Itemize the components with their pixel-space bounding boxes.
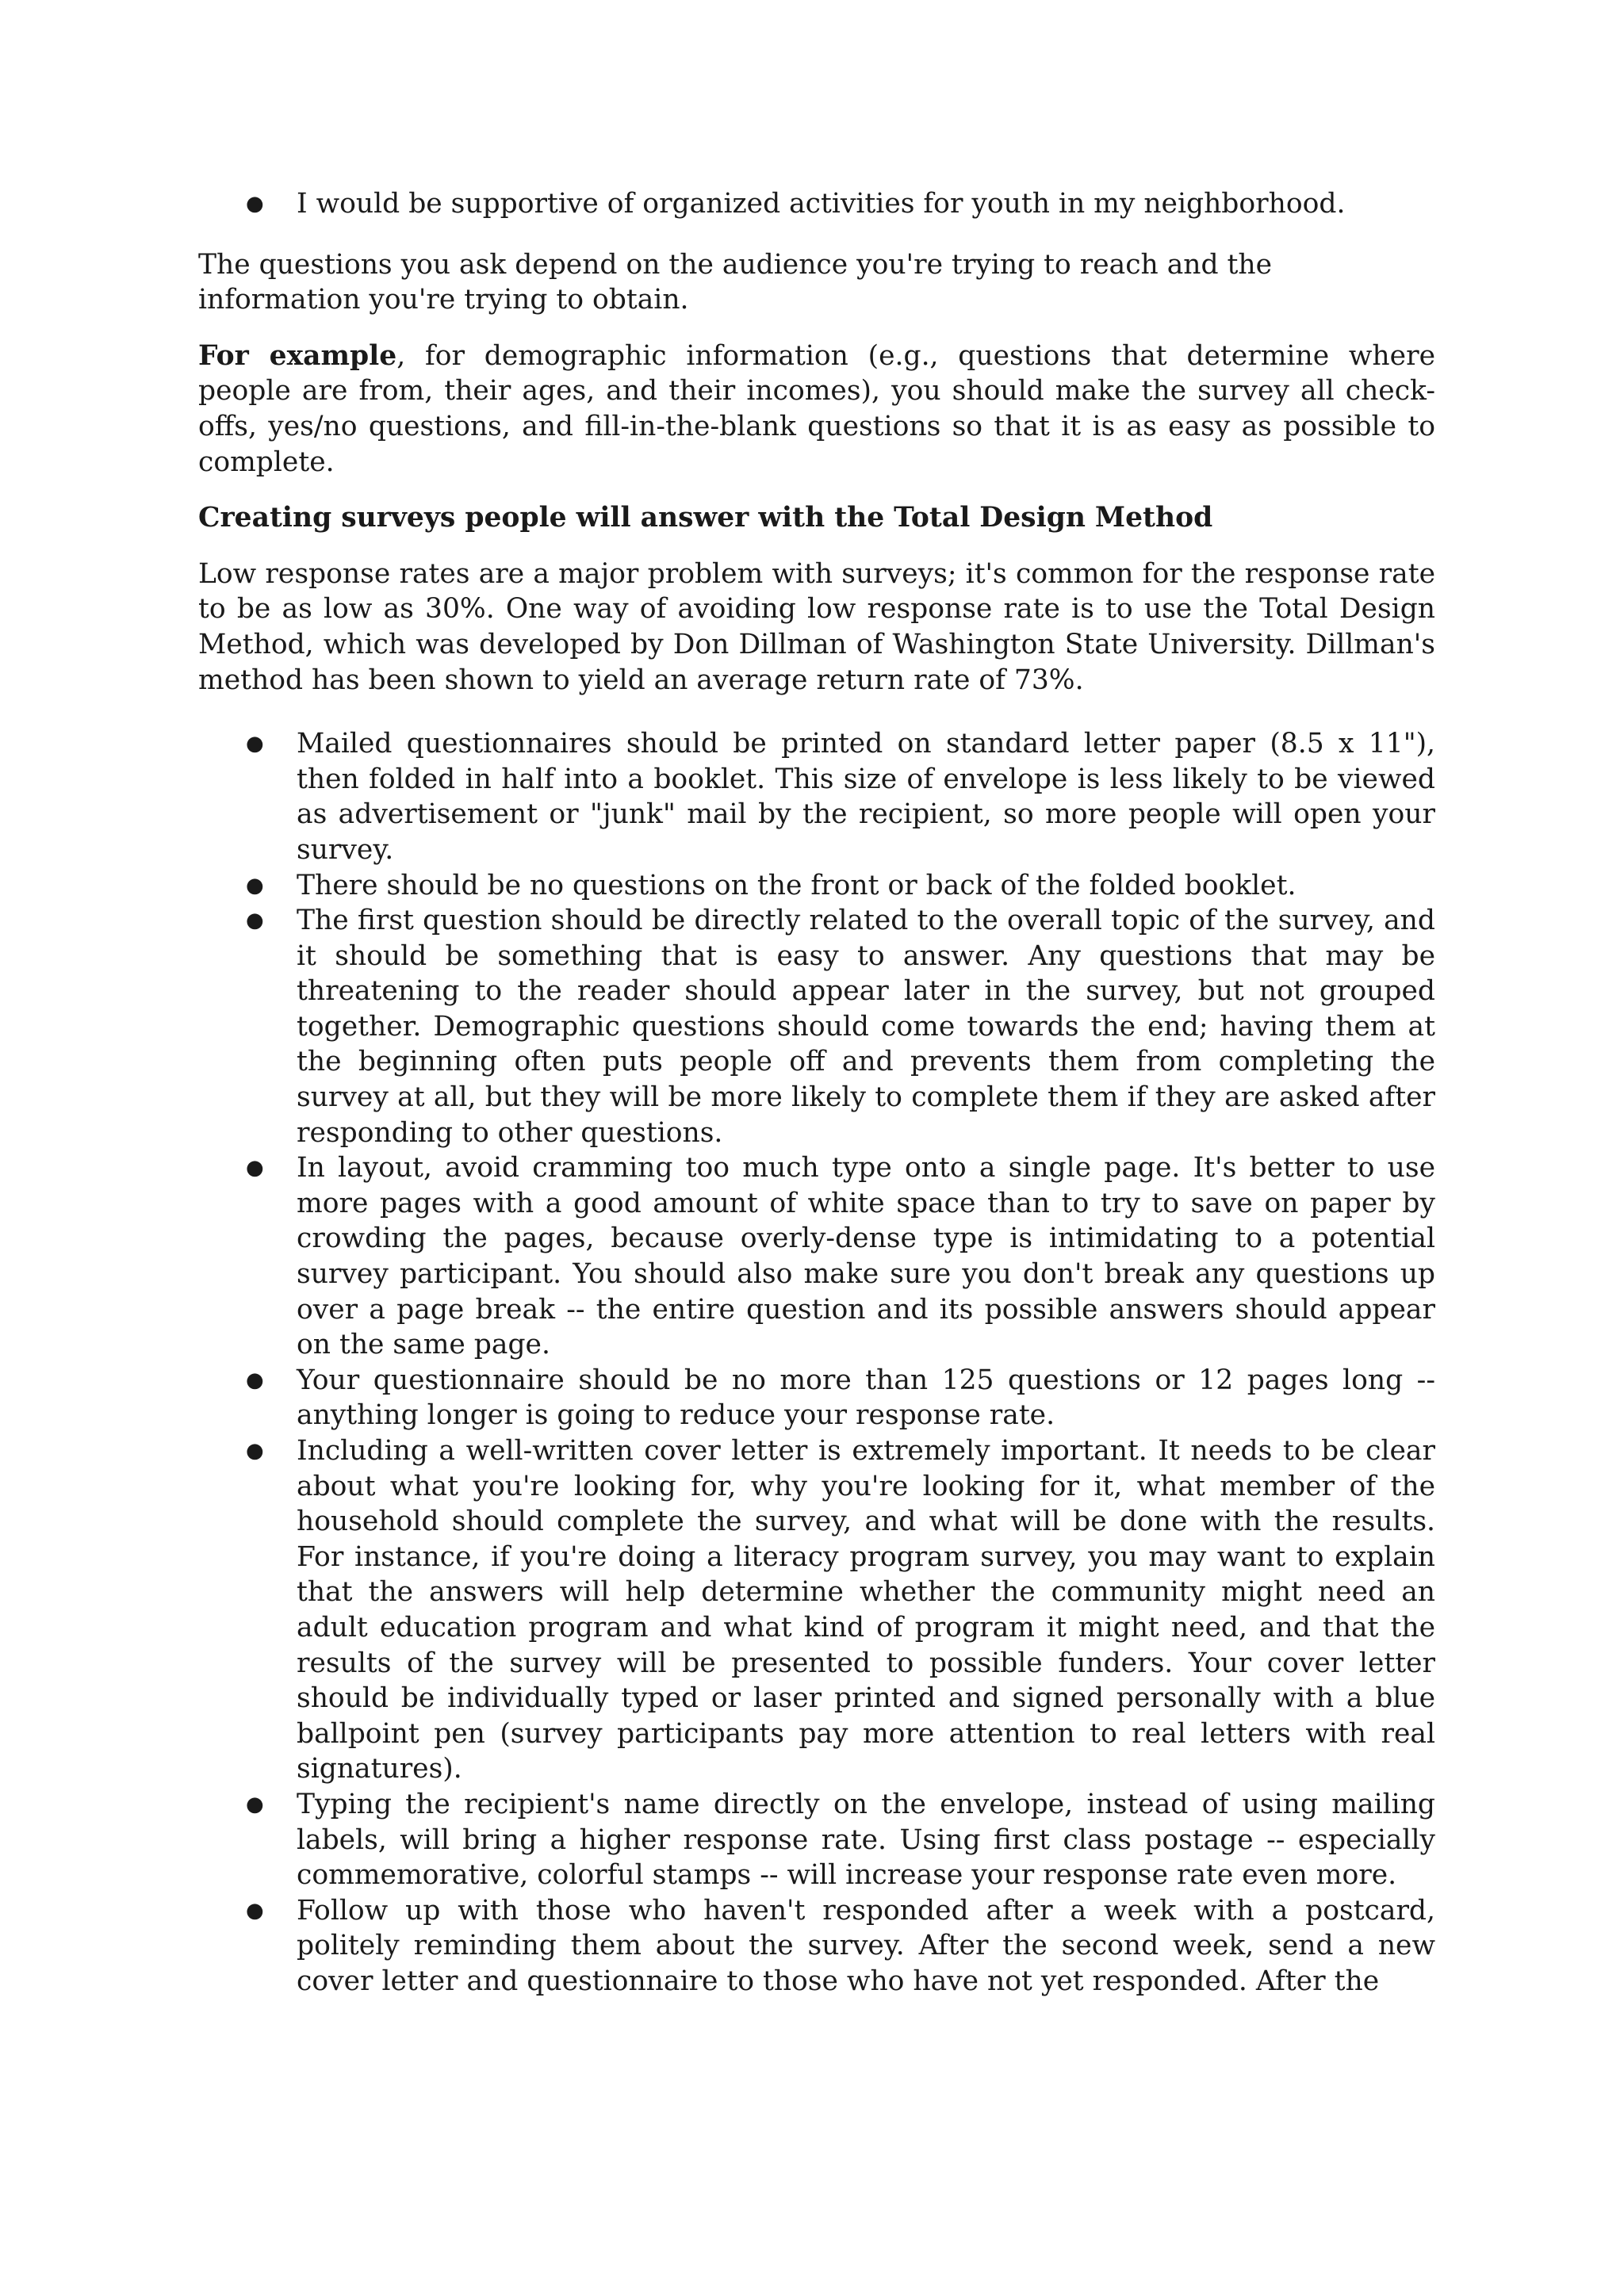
- list-item-text: There should be no questions on the front or back of the folded booklet.: [297, 869, 1297, 901]
- paragraph-audience: The questions you ask depend on the audience you're trying to reach and the information you're trying to obtain.: [198, 248, 1273, 316]
- list-item-text: In layout, avoid cramming too much type onto a single page. It's better to use more pages with a good amount of white space than to try to save on paper by crowding the pages, because overly-dense type is intimidating to a potential survey participant. You should also make sure you don't break any questions up over a page break -- the entire question and its possible answers should appear on the same page.: [297, 1152, 1435, 1361]
- list-item: [198, 186, 1435, 222]
- paragraph-response-rates: Low response rates are a major problem with surveys; it's common for the response rate to be as low as 30%. One way of avoiding low response rate is to use the Total Design Method, which was developed by Don Dillman of Washington State University. Dillman's method has been shown to yield an average return rate of 73%.: [198, 557, 1435, 696]
- design-method-bullet-list: [198, 726, 1435, 1999]
- list-item-text: I would be supportive of organized activities for youth in my neighborhood.: [297, 188, 1346, 220]
- bullet-icon: ●: [246, 1792, 264, 1816]
- list-item-text: The first question should be directly related to the overall topic of the survey, and it should be something that is easy to answer. Any questions that may be threatening to the reader should appear later in the survey, but not grouped together. Demographic questions should come towards the end; having them at the beginning often puts people off and prevents them from completing the survey at all, but they will be more likely to complete them if they are asked after responding to other questions.: [297, 905, 1435, 1149]
- paragraph-example: [198, 339, 1435, 480]
- list-item: [198, 726, 1435, 867]
- bullet-icon: ●: [246, 1898, 264, 1923]
- section-heading: Creating surveys people will answer with the Total Design Method: [198, 502, 1213, 534]
- list-item: [198, 1150, 1435, 1363]
- list-item-text: Including a well-written cover letter is extremely important. It needs to be clear about what you're looking for, why you're looking for it, what member of the household should complete the survey, and what will be done with the results. For instance, if you're doing a literacy program survey, you may want to explain that the answers will help determine whether the community might need an adult education program and what kind of program it might need, and that the results of the survey will be presented to possible funders. Your cover letter should be individually typed or laser printed and signed personally with a blue ballpoint pen (survey participants pay more attention to real letters with real signatures).: [297, 1435, 1435, 1785]
- list-item-text: Typing the recipient's name directly on the envelope, instead of using mailing labels, will bring a higher response rate. Using first class postage -- especially commemorative, colorful stamps -- will increase your response rate even more.: [297, 1788, 1435, 1892]
- bullet-icon: ●: [246, 1156, 264, 1181]
- bullet-icon: ●: [246, 873, 264, 897]
- list-item: [198, 1893, 1435, 1999]
- document-page: [198, 186, 1435, 1999]
- list-item: [198, 1433, 1435, 1787]
- bullet-icon: ●: [246, 732, 264, 756]
- bullet-icon: ●: [246, 192, 264, 216]
- example-lead: For example: [198, 339, 397, 372]
- list-item: [198, 868, 1435, 904]
- example-text: , for demographic information (e.g., questions that determine where people are from, their ages, and their incomes), you should make the survey all check-offs, yes/no questions, and fill-in-the-blank questions so that it is as easy as possible to complete.: [198, 339, 1435, 478]
- list-item-text: Your questionnaire should be no more than 125 questions or 12 pages long -- anything longer is going to reduce your response rate.: [297, 1364, 1435, 1432]
- list-item: [198, 1787, 1435, 1893]
- list-item-text: Mailed questionnaires should be printed on standard letter paper (8.5 x 11"), then folded in half into a booklet. This size of envelope is less likely to be viewed as advertisement or "junk" mail by the recipient, so more people will open your survey.: [297, 728, 1435, 866]
- intro-bullet-list: [198, 186, 1435, 222]
- bullet-icon: ●: [246, 1368, 264, 1392]
- bullet-icon: ●: [246, 909, 264, 933]
- list-item: [198, 903, 1435, 1150]
- list-item-text: Follow up with those who haven't responded after a week with a postcard, politely reminding them about the survey. After the second week, send a new cover letter and questionnaire to those who have not yet responded. After the: [297, 1894, 1435, 1997]
- list-item: [198, 1363, 1435, 1433]
- bullet-icon: ●: [246, 1439, 264, 1463]
